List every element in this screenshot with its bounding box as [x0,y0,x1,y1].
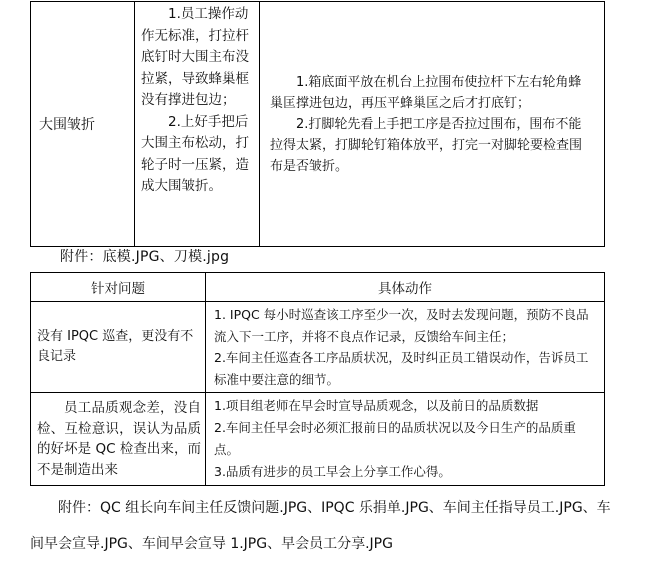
action-item-1: 1. IPQC 每小时巡查该工序至少一次，及时去发现问题，预防不良品流入下一工序，并将不良点作记录，反馈给车间主任； [214,307,589,344]
action-item-1: 1.项目组老师在早会时宣导品质观念，以及前日的品质数据 [214,398,539,413]
issue-text: 员工品质观念差，没自检、互检意识，误认为品质的好坏是 QC 检查出来，而不是制造出来 [37,400,201,478]
issue-cell [31,2,135,247]
cause-item-1: 1.员工操作动作无标准，打拉杆底钉时大围主布没拉紧，导致蜂巢框没有撑进包边； [141,6,249,108]
action-item-3: 3.品质有进步的员工早会上分享工作心得。 [214,464,451,479]
cause-item-2: 2.上好手把后大围主布松动，打轮子时一压紧，造成大围皱折。 [141,113,249,194]
action-cell [260,2,605,247]
cause-cell [135,2,260,247]
attachment-line-1: 附件：底模.JPG、刀模.jpg [60,249,230,265]
process-issue-table [30,1,605,247]
action-cell [206,393,605,486]
action-cell [206,302,605,393]
table-header-row [31,273,605,302]
action-item-1: 1.箱底面平放在机台上拉围布使拉杆下左右轮角蜂巢匡撑进包边，再压平蜂巢匡之后才打底钉； [270,74,582,111]
issue-text: 没有 IPQC 巡查，更没有不良记录 [37,329,194,364]
table-row [31,302,605,393]
action-item-2: 2.车间主任巡查各工序品质状况，及时纠正员工错误动作，告诉员工标准中要注意的细节。 [214,350,589,387]
header-action: 具体动作 [206,273,605,302]
issue-cell [31,393,206,486]
issue-cell [31,302,206,393]
attachment-line-2: 附件：QC 组长向车间主任反馈问题.JPG、IPQC 乐捐单.JPG、车间主任指导员工.JPG、车间早会宣导.JPG、车间早会宣导 1.JPG、早会员工分享.JPG [30,500,611,552]
table-row [31,2,605,247]
countermeasure-table [30,272,605,486]
action-item-2: 2.打脚轮先看上手把工序是否拉过围布，围布不能拉得太紧，打脚轮钉箱体放平，打完一对脚轮要检查围布是否皱折。 [270,116,583,174]
issue-text: 大围皱折 [39,117,95,133]
header-issue: 针对问题 [31,273,206,302]
table-row [31,393,605,486]
action-item-2: 2.车间主任早会时必须汇报前日的品质状况以及今日生产的品质重点。 [214,420,576,457]
